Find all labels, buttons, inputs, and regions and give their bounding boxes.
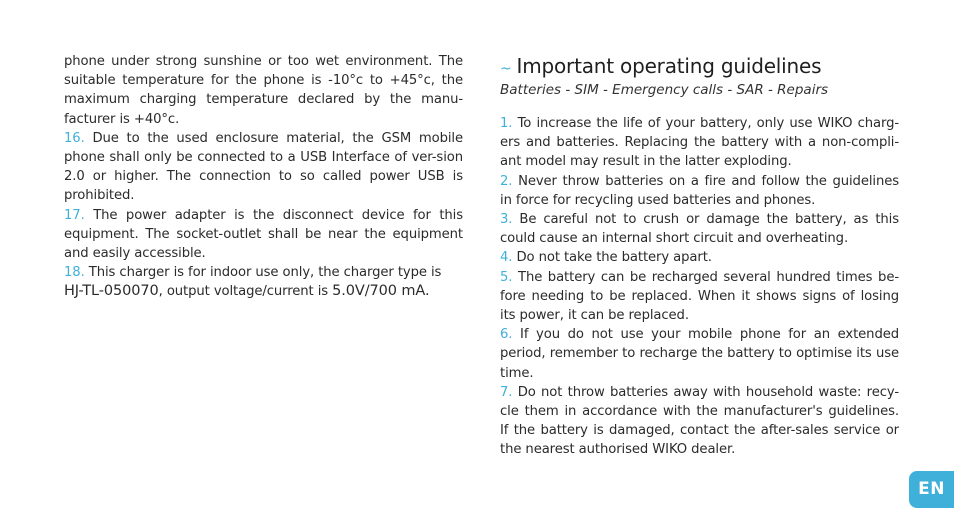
list-item-18 <box>64 263 463 301</box>
list-item-17 <box>64 206 463 264</box>
item-text: If you do not use your mobile phone for an extended period, remember to recharge the battery to optimise its use time. <box>500 327 899 381</box>
list-item-5 <box>500 268 899 326</box>
section-marker: ~ <box>500 61 512 77</box>
item-text: The battery can be recharged several hundred times be-fore needing to be replaced. When it shows signs of losing its power, it can be replaced. <box>500 269 899 324</box>
item-text: To increase the life of your battery, only use WIKO charg-ers and batteries. Replacing the battery with a non-compli-ant model may result in the latter exploding. <box>500 116 899 170</box>
list-item-3 <box>500 210 899 248</box>
item-text: This charger is for indoor use only, the charger type is <box>88 265 442 281</box>
section-header <box>500 53 920 99</box>
item-text: Do not take the battery apart. <box>516 250 712 266</box>
item-number: 7. <box>500 384 513 400</box>
left-column <box>64 52 463 302</box>
section-title-text: Important operating guidelines <box>516 54 822 78</box>
item-number: 1. <box>500 116 513 131</box>
item-text: Due to the used enclosure material, the GSM mobile phone shall only be connected to a USB Interface of ver-sion 2.0 or higher. The connection to so called power USB is prohibited. <box>64 130 464 204</box>
list-item-1 <box>500 114 899 172</box>
intro-paragraph: phone under strong sunshine or too wet environment. The suitable temperature for the phone is -10°c to +45°c, the maximum charging temperature declared by the manu-facturer is +40°c. <box>64 54 463 127</box>
list-item-7 <box>500 383 899 460</box>
item-number: 18. <box>64 265 85 281</box>
item-number: 4. <box>500 250 513 266</box>
item-text: The power adapter is the disconnect device for this equipment. The socket-outlet shall be near the equipment and easily accessible. <box>64 207 464 262</box>
item-text: Do not throw batteries away with household waste: recy-cle them in accordance with the manufacturer's guidelines. If the battery is damaged, contact the after-sales service or the nearest authorised WIKO dealer. <box>500 384 899 458</box>
section-subtitle: Batteries - SIM - Emergency calls - SAR - Repairs <box>500 82 829 98</box>
list-item-16 <box>64 129 463 206</box>
item-number: 16. <box>64 130 85 146</box>
item-number: 3. <box>500 212 513 228</box>
item-number: 6. <box>500 327 513 343</box>
charger-rating: 5.0V/700 mA. <box>332 283 430 300</box>
language-badge: EN <box>909 471 954 508</box>
item-text: Never throw batteries on a fire and follow the guidelines in force for recycling used batteries and phones. <box>500 173 899 208</box>
list-item-6 <box>500 325 899 383</box>
item-number: 2. <box>500 173 513 189</box>
item-number: 5. <box>500 269 513 285</box>
charger-model: HJ-TL-050070 <box>64 283 159 300</box>
item-text-after: , output voltage/current is <box>158 284 329 300</box>
list-item-4 <box>500 248 899 267</box>
list-item-2 <box>500 172 899 210</box>
item-number: 17. <box>64 207 85 223</box>
item-text: Be careful not to crush or damage the battery, as this could cause an internal short circuit and overheating. <box>500 212 899 247</box>
section-title <box>500 53 920 82</box>
right-column <box>500 114 899 460</box>
